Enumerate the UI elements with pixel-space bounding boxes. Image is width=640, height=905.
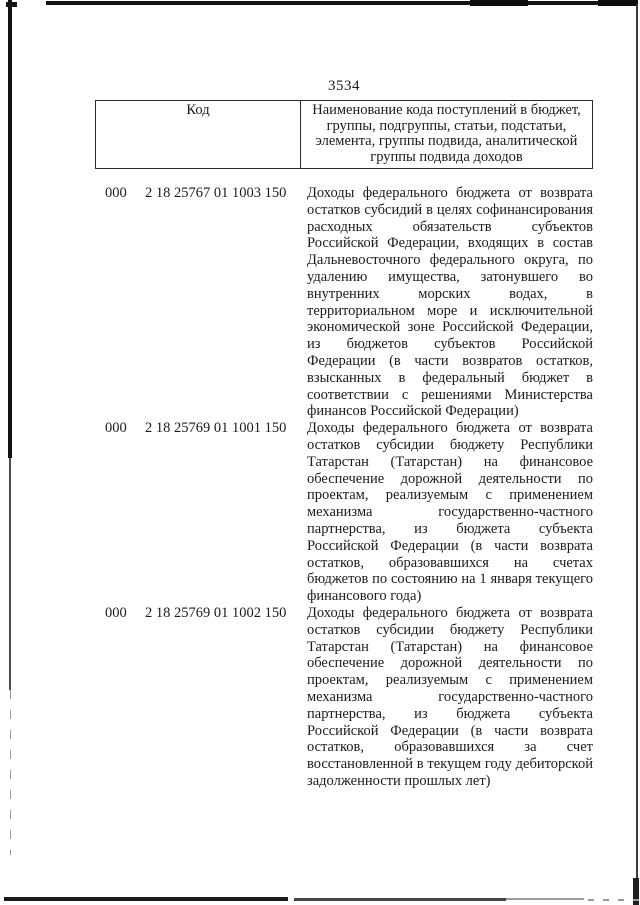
scan-artifact-top-blob [470,0,528,6]
code-table-header [95,100,593,169]
table-row [0,420,640,605]
table-row [0,185,640,420]
row-income-name: Доходы федерального бюджета от возврата остатков субсидии бюджету Республики Татарстан (Татарстан) на финансовое обеспечение дорожной деятельности по проектам, реализуемым с применением механизма государственно-частного партнерства, из бюджета субъекта Российской Федерации (в части возврата остатков, образовавшихся на счетах бюджетов по состоянию на 1 января текущего финансового года) [307,420,593,605]
header-cell-code: Код [96,101,301,168]
header-cell-name: Наименование кода поступлений в бюджет, группы, подгруппы, статьи, подстатьи, элемента, группы подвида, аналитической группы подвида доходов [312,102,581,165]
scan-artifact-top-stub [6,2,17,7]
table-row [0,605,640,790]
scan-artifact-bottom-line [588,899,640,901]
row-income-name: Доходы федерального бюджета от возврата остатков субсидий в целях софинансирования расходных обязательств субъектов Российской Федерации, входящих в состав Дальневосточного федерального округа, по удалению имущества, затонувшего во внутренних морских водах, в территориальном море и исключительной экономической зоне Российской Федерации, из бюджетов субъектов Российской Федерации (в части возвратов остатков, взысканных в федеральный бюджет в соответствии с решениями Министерства финансов Российской Федерации) [307,185,593,420]
scan-artifact-bottom-line [294,898,506,901]
row-income-name: Доходы федерального бюджета от возврата остатков субсидии бюджету Республики Татарстан (Татарстан) на финансовое обеспечение дорожной деятельности по проектам, реализуемым с применением механизма государственно-частного партнерства, из бюджета субъекта Российской Федерации (в части возврата остатков, образовавшихся за счет восстановленной в текущем году дебиторской задолженности прошлых лет) [307,604,593,789]
row-admin-code: 000 [105,604,127,621]
code-table-body [0,185,640,790]
scan-artifact-top-blob [598,0,638,6]
row-budget-code: 2 18 25769 01 1002 150 [145,604,287,621]
row-admin-code: 000 [105,420,127,437]
scan-artifact-top-line [46,1,638,5]
scan-artifact-right-blob [633,878,639,905]
scan-artifact-bottom-line [4,897,288,901]
row-budget-code: 2 18 25769 01 1001 150 [145,420,287,437]
row-budget-code: 2 18 25767 01 1003 150 [145,185,287,201]
scan-artifact-bottom-line [506,898,584,900]
row-admin-code: 000 [105,185,127,201]
page-number: 3534 [328,78,360,94]
